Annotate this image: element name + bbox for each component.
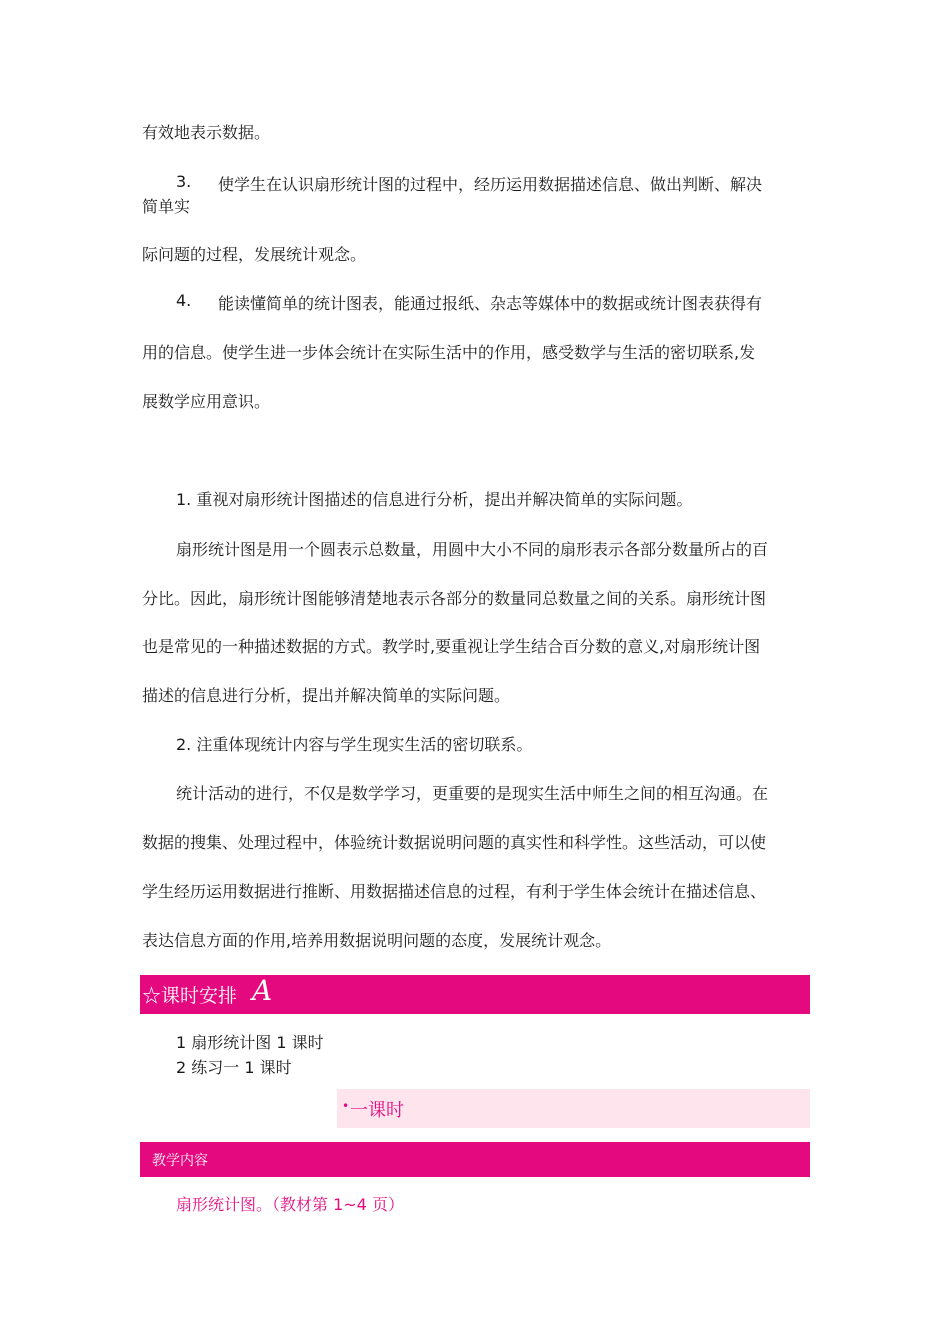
schedule-item: 2 练习一 1 课时 (176, 1058, 292, 1077)
lesson-title: 一课时 (350, 1100, 404, 1121)
lesson-header (337, 1089, 810, 1128)
paragraph-line: 简单实 (142, 197, 191, 216)
list-item-text: 能读懂简单的统计图表，能通过报纸、杂志等媒体中的数据或统计图表获得有 (218, 294, 763, 313)
schedule-header-bar (140, 975, 810, 1014)
list-item-number: 3. (176, 172, 192, 191)
paragraph-line: 际问题的过程，发展统计观念。 (142, 245, 367, 264)
content-section-title: 教学内容 (152, 1153, 208, 1169)
schedule-item: 1 扇形统计图 1 课时 (176, 1033, 324, 1052)
content-section-bar (140, 1142, 810, 1177)
bullet-icon: • (342, 1099, 350, 1113)
section-heading: 1. 重视对扇形统计图描述的信息进行分析，提出并解决简单的实际问题。 (176, 490, 693, 509)
paragraph-line: 描述的信息进行分析，提出并解决简单的实际问题。 (142, 686, 511, 705)
paragraph-line: 用的信息。使学生进一步体会统计在实际生活中的作用，感受数学与生活的密切联系,发 (142, 343, 756, 362)
paragraph-line: 统计活动的进行，不仅是数学学习，更重要的是现实生活中师生之间的相互沟通。在 (176, 784, 769, 803)
schedule-title-mark: A (252, 974, 273, 1007)
paragraph-line: 扇形统计图是用一个圆表示总数量，用圆中大小不同的扇形表示各部分数量所占的百 (176, 540, 769, 559)
section-heading: 2. 注重体现统计内容与学生现实生活的密切联系。 (176, 735, 533, 754)
paragraph-line: 也是常见的一种描述数据的方式。教学时,要重视让学生结合百分数的意义,对扇形统计图 (142, 637, 761, 656)
list-item-text: 使学生在认识扇形统计图的过程中，经历运用数据描述信息、做出判断、解决 (218, 175, 763, 194)
paragraph-line: 有效地表示数据。 (142, 123, 271, 142)
content-text: 扇形统计图。（教材第 1~4 页） (176, 1195, 404, 1214)
paragraph-line: 展数学应用意识。 (142, 392, 271, 411)
paragraph-line: 表达信息方面的作用,培养用数据说明问题的态度，发展统计观念。 (142, 931, 612, 950)
paragraph-line: 数据的搜集、处理过程中，体验统计数据说明问题的真实性和科学性。这些活动，可以使 (142, 833, 767, 852)
schedule-title: ☆课时安排 (142, 985, 238, 1007)
list-item-number: 4. (176, 291, 192, 310)
paragraph-line: 分比。因此，扇形统计图能够清楚地表示各部分的数量同总数量之间的关系。扇形统计图 (142, 589, 767, 608)
paragraph-line: 学生经历运用数据进行推断、用数据描述信息的过程，有利于学生体会统计在描述信息、 (142, 882, 767, 901)
